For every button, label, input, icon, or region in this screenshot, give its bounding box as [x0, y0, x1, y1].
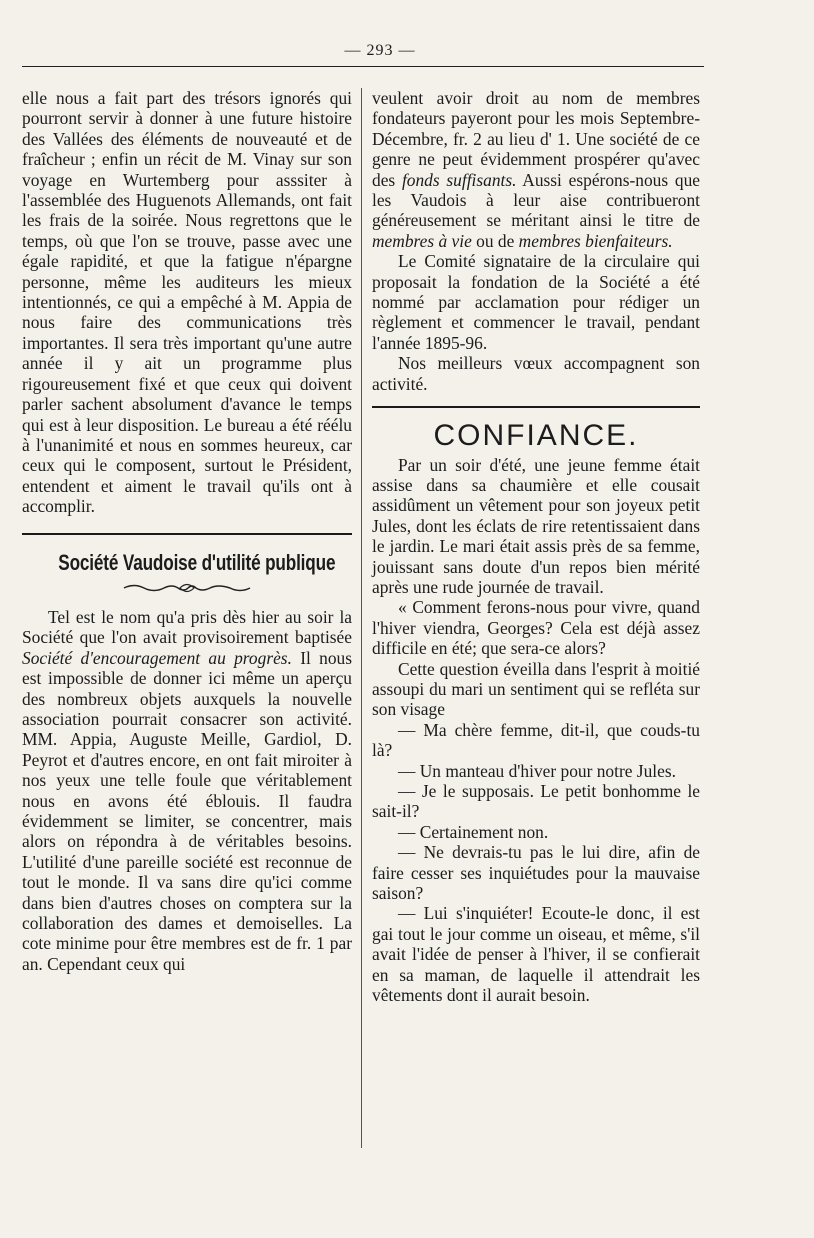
continuation-mid2: ou de [471, 230, 519, 251]
continuation-italic-fonds: fonds suffisants. [401, 169, 517, 190]
story-paragraph-6: — Je le supposais. Le petit bonhomme le sait-il? [372, 781, 700, 822]
story-paragraph-2: « Comment ferons-nous pour vivre, quand l'hiver viendra, Georges? Cela est déjà assez difficile en été; que sera-ce alors? [372, 597, 700, 659]
section-rule [22, 533, 352, 535]
column-divider [361, 88, 362, 1148]
societe-text-start: Tel est le nom qu'a pris dès hier au soir la Société que l'on avait provisoirement baptisée [22, 606, 352, 648]
societe-text-end: Il nous est impossible de donner ici même un aperçu des nombreux objets auxquels la nouvelle association pourrait consacrer son activité. MM. Appia, Auguste Meille, Gardiol, D. Peyrot et d'autres encore, en ont fait miroiter à nos yeux une telle foule que véritablement nous en avons été éblouis. Il faudra évidemment se limiter, se concentrer, mais alors on répondra à de véritables besoins. L'utilité d'une pareille société est reconnue de tout le monde. Il va sans dire qu'ici comme dans bien d'autres choses on comptera sur la collaboration des dames et demoiselles. La cote minime pour être membres est de fr. 1 par an. Cependant ceux qui [22, 647, 352, 974]
story-paragraph-7: — Certainement non. [398, 821, 549, 842]
continuation-italic-membres-vie: membres à vie [372, 230, 472, 251]
continuation-italic-bienfaiteurs: membres bienfaiteurs. [518, 230, 673, 251]
page-number: — 293 — [344, 42, 416, 59]
story-paragraph-3: Cette question éveilla dans l'esprit à moitié assoupi du mari un sentiment qui se refléta sur son visage [372, 658, 700, 720]
section-title-societe: Société Vaudoise d'utilité publique [58, 549, 336, 575]
section-rule-right [372, 406, 700, 408]
left-column [22, 88, 352, 974]
left-top-paragraph: elle nous a fait part des trésors ignorés qui pourront servir à donner à une future histoire des Vallées des éléments de nouveauté et de fraîcheur ; enfin un récit de M. Vinay sur son voyage en Wurtemberg pour asssiter à l'assemblée des Huguenots Allemands, ont fait les frais de la soirée. Nous regrettons que le temps, où que l'on se trouve, passe avec une égale rapidité, et que la fatigue n'épargne personne, même les auditeurs les mieux intentionnés, ce qui a empêché à M. Appia de nous faire des communications très importantes. Il sera très important qu'une autre année il y ait un programme plus rigoureusement fixé et que ceux qui doivent parler sachent absolument d'avance le temps qui est à leur disposition. Le bureau a été réélu à l'unanimité et nous en sommes heureux, car ceux qui le composent, surtout le Président, entendent et aiment le travail qu'ils ont à accomplir. [22, 88, 352, 517]
ornament-flourish-icon [122, 581, 252, 595]
story-paragraph-8: — Ne devrais-tu pas le lui dire, afin de faire cesser ses inquiétudes pour la mauvaise saison? [372, 842, 700, 904]
section-title-confiance: CONFIANCE. [433, 419, 639, 453]
continuation-mid: Aussi espérons-nous que les Vaudois à leur aise contribueront généreusement se méritant ainsi le titre de [372, 169, 701, 231]
story-paragraph-4: — Ma chère femme, dit-il, que couds-tu là? [372, 719, 700, 761]
story-paragraph-1: Par un soir d'été, une jeune femme était assise dans sa chaumière et elle cousait assidûment un vêtement pour son joyeux petit Jules, dont les éclats de rire retentissaient dans le jardin. Le mari était assis près de sa femme, jouissant sans doute d'un repos bien mérité après une rude journée de travail. [372, 454, 700, 597]
right-column [372, 88, 700, 1005]
voeux-paragraph: Nos meilleurs vœux accompagnent son activité. [372, 353, 700, 394]
header-rule [22, 66, 704, 67]
societe-italic-name: Société d'encouragement au progrès. [22, 647, 292, 668]
societe-paragraph [22, 607, 352, 974]
right-continuation-paragraph [372, 88, 700, 251]
continuation-start: veulent avoir droit au nom de membres fondateurs payeront pour les mois Septembre-Décembre, fr. 2 au lieu d' 1. Une société de ce genre ne peut évidemment prospérer qu'avec des [372, 88, 700, 190]
ornament-divider [22, 579, 352, 593]
story-paragraph-9: — Lui s'inquiéter! Ecoute-le donc, il est gai tout le jour comme un oiseau, et même, s'il avait l'idée de penser à l'hiver, il se confierait en sa maman, de laquelle il attendrait les vêtements dont il aurait besoin. [372, 903, 700, 1006]
comite-paragraph: Le Comité signataire de la circulaire qui proposait la fondation de la Société a été nommé par acclamation pour rédiger un règlement et commencer le travail, pendant l'année 1895-96. [372, 251, 700, 353]
story-paragraph-5: — Un manteau d'hiver pour notre Jules. [398, 760, 676, 781]
